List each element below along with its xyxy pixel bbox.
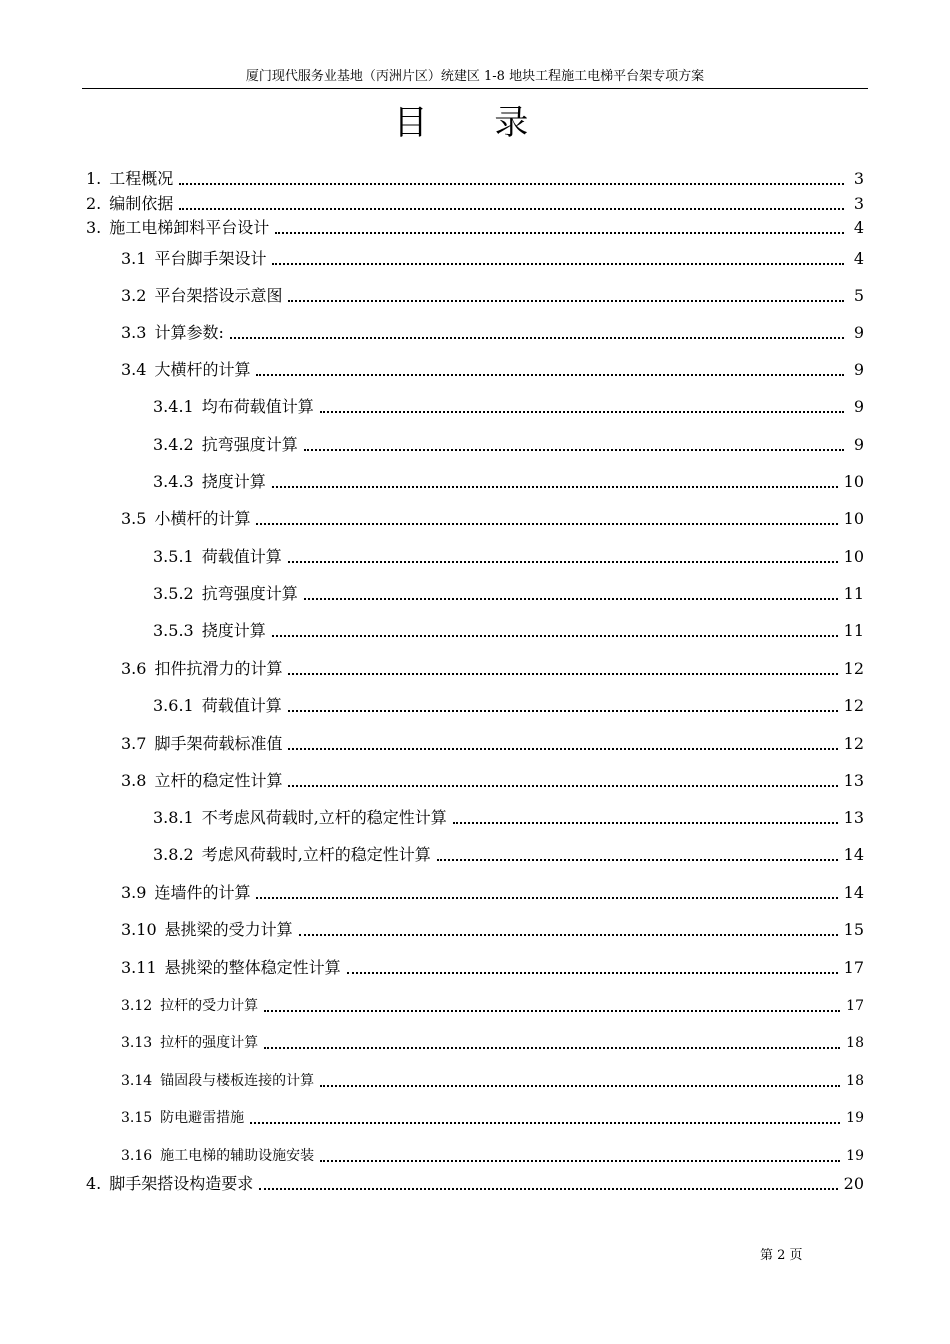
- toc-entry-page: 3: [853, 169, 864, 188]
- toc-entry[interactable]: [121, 507, 864, 531]
- toc-dot-leader: [320, 411, 844, 413]
- toc-dot-leader: [256, 897, 837, 899]
- toc-entry-number: 3.: [86, 218, 102, 237]
- toc-dot-leader: [453, 822, 838, 824]
- toc-entry-title: 平台架搭设示意图: [154, 286, 283, 305]
- toc-entry[interactable]: [153, 619, 864, 643]
- toc-entry-title: 不考虑风荷载时,立杆的稳定性计算: [201, 808, 447, 827]
- toc-entry-page: 12: [843, 659, 864, 678]
- toc-dot-leader: [320, 1085, 840, 1087]
- toc-entry-title: 均布荷载值计算: [201, 397, 314, 416]
- toc-entry[interactable]: [121, 956, 864, 980]
- toc-entry-number: 3.4.3: [153, 472, 194, 491]
- toc-entry[interactable]: [121, 1144, 864, 1168]
- toc-dot-leader: [288, 300, 844, 302]
- toc-entry-number: 3.8.2: [153, 845, 194, 864]
- toc-dot-leader: [179, 208, 844, 210]
- toc-entry-number: 3.13: [121, 1035, 153, 1051]
- toc-entry[interactable]: [121, 881, 864, 905]
- toc-entry-page: 4: [853, 218, 864, 237]
- toc-entry-title: 拉杆的受力计算: [160, 998, 259, 1014]
- toc-entry[interactable]: [121, 1069, 864, 1093]
- toc-entry-title: 荷载值计算: [201, 547, 282, 566]
- toc-dot-leader: [304, 449, 844, 451]
- toc-dot-leader: [288, 561, 838, 563]
- toc-entry-page: 10: [843, 509, 864, 528]
- toc-dot-leader: [256, 374, 844, 376]
- toc-entry[interactable]: [121, 284, 864, 308]
- toc-entry-page: 10: [843, 547, 864, 566]
- toc-dot-leader: [179, 183, 844, 185]
- toc-entry-number: 3.4.2: [153, 435, 194, 454]
- toc-entry-number: 3.5.1: [153, 547, 194, 566]
- toc-entry-page: 11: [843, 621, 864, 640]
- toc-entry-number: 3.10: [121, 920, 157, 939]
- toc-dot-leader: [288, 748, 837, 750]
- toc-entry[interactable]: [153, 806, 864, 830]
- toc-dot-leader: [437, 859, 838, 861]
- toc-entry-number: 3.4.1: [153, 397, 194, 416]
- toc-dot-leader: [264, 1047, 840, 1049]
- toc-entry[interactable]: [121, 247, 864, 271]
- toc-entry-title: 挠度计算: [201, 472, 266, 491]
- toc-dot-leader: [259, 1188, 837, 1190]
- toc-entry[interactable]: [86, 192, 864, 216]
- toc-entry-title: 脚手架搭设构造要求: [109, 1174, 254, 1193]
- toc-entry-number: 3.6: [121, 659, 147, 678]
- page-title: 目 录: [393, 103, 557, 143]
- toc-entry-title: 拉杆的强度计算: [160, 1035, 259, 1051]
- toc-entry[interactable]: [121, 1031, 864, 1055]
- page-number: 第 2 页: [760, 1248, 803, 1263]
- page-header: [82, 66, 868, 89]
- toc-entry-page: 14: [843, 845, 864, 864]
- toc-entry-page: 9: [853, 323, 864, 342]
- toc-entry-number: 3.8: [121, 771, 147, 790]
- toc-entry-title: 编制依据: [109, 194, 174, 213]
- toc-entry[interactable]: [153, 582, 864, 606]
- toc-entry-title: 防电避雷措施: [160, 1110, 245, 1126]
- toc-entry-number: 3.1: [121, 249, 147, 268]
- toc-entry-title: 施工电梯的辅助设施安装: [160, 1148, 315, 1164]
- toc-entry-page: 11: [843, 584, 864, 603]
- toc-dot-leader: [250, 1122, 840, 1124]
- toc-entry-number: 3.3: [121, 323, 147, 342]
- toc-entry[interactable]: [121, 918, 864, 942]
- toc-entry-number: 3.15: [121, 1110, 153, 1126]
- toc-entry-number: 4.: [86, 1174, 102, 1193]
- toc-entry[interactable]: [86, 167, 864, 191]
- toc-entry-page: 9: [853, 397, 864, 416]
- toc-entry-number: 3.7: [121, 734, 147, 753]
- toc-dot-leader: [272, 486, 838, 488]
- toc-dot-leader: [288, 673, 837, 675]
- toc-dot-leader: [320, 1160, 840, 1162]
- toc-entry-title: 考虑风荷载时,立杆的稳定性计算: [201, 845, 431, 864]
- toc-dot-leader: [275, 232, 844, 234]
- toc-entry-page: 14: [843, 883, 864, 902]
- toc-entry[interactable]: [121, 1106, 864, 1130]
- toc-entry[interactable]: [153, 470, 864, 494]
- toc-entry-page: 19: [846, 1110, 864, 1126]
- toc-entry-number: 3.5: [121, 509, 147, 528]
- toc-entry-number: 1.: [86, 169, 102, 188]
- toc-dot-leader: [288, 710, 838, 712]
- toc-entry[interactable]: [86, 216, 864, 240]
- toc-entry-title: 立杆的稳定性计算: [154, 771, 283, 790]
- toc-entry-number: 3.12: [121, 998, 153, 1014]
- toc-entry[interactable]: [86, 1172, 864, 1196]
- toc-entry-page: 18: [846, 1073, 864, 1089]
- toc-entry-page: 15: [843, 920, 864, 939]
- toc-dot-leader: [230, 337, 844, 339]
- toc-entry[interactable]: [121, 358, 864, 382]
- toc-entry[interactable]: [121, 994, 864, 1018]
- toc-entry-number: 3.14: [121, 1073, 153, 1089]
- toc-entry-page: 5: [853, 286, 864, 305]
- toc-entry-title: 施工电梯卸料平台设计: [109, 218, 270, 237]
- toc-dot-leader: [264, 1010, 840, 1012]
- toc-entry[interactable]: [121, 769, 864, 793]
- toc-entry[interactable]: [121, 732, 864, 756]
- toc-entry[interactable]: [153, 395, 864, 419]
- toc-dot-leader: [304, 598, 838, 600]
- toc-entry-page: 4: [853, 249, 864, 268]
- toc-dot-leader: [256, 523, 837, 525]
- toc-entry-title: 荷载值计算: [201, 696, 282, 715]
- toc-entry-number: 3.5.2: [153, 584, 194, 603]
- toc-entry[interactable]: [153, 694, 864, 718]
- toc-entry-title: 大横杆的计算: [154, 360, 251, 379]
- toc-entry-title: 锚固段与楼板连接的计算: [160, 1073, 315, 1089]
- toc-entry-title: 连墙件的计算: [154, 883, 251, 902]
- toc-entry[interactable]: [153, 433, 864, 457]
- toc-entry-title: 工程概况: [109, 169, 174, 188]
- toc-entry-title: 抗弯强度计算: [201, 435, 298, 454]
- toc-entry-page: 17: [846, 998, 864, 1014]
- toc-entry-number: 3.16: [121, 1148, 153, 1164]
- toc-entry-title: 脚手架荷载标准值: [154, 734, 283, 753]
- toc-entry-number: 2.: [86, 194, 102, 213]
- toc-entry-number: 3.4: [121, 360, 147, 379]
- toc-entry-title: 悬挑梁的整体稳定性计算: [164, 958, 341, 977]
- toc-entry[interactable]: [153, 843, 864, 867]
- toc-entry-title: 平台脚手架设计: [154, 249, 267, 268]
- toc-entry[interactable]: [121, 657, 864, 681]
- toc-entry-page: 13: [843, 771, 864, 790]
- toc-dot-leader: [272, 263, 844, 265]
- toc-entry-page: 9: [853, 360, 864, 379]
- toc-dot-leader: [288, 785, 837, 787]
- toc-entry-number: 3.9: [121, 883, 147, 902]
- toc-entry-number: 3.5.3: [153, 621, 194, 640]
- toc-entry-number: 3.2: [121, 286, 147, 305]
- toc-dot-leader: [272, 635, 838, 637]
- toc-entry-page: 10: [843, 472, 864, 491]
- toc-entry-page: 13: [843, 808, 864, 827]
- toc-dot-leader: [299, 934, 838, 936]
- toc-entry-page: 17: [843, 958, 864, 977]
- toc-entry-title: 小横杆的计算: [154, 509, 251, 528]
- toc-entry-title: 扣件抗滑力的计算: [154, 659, 283, 678]
- toc-entry-page: 19: [846, 1148, 864, 1164]
- header-text: 厦门现代服务业基地（丙洲片区）统建区 1-8 地块工程施工电梯平台架专项方案: [245, 69, 705, 84]
- toc-entry-page: 20: [843, 1174, 864, 1193]
- toc-entry-number: 3.11: [121, 958, 157, 977]
- toc-entry-page: 18: [846, 1035, 864, 1051]
- toc-entry[interactable]: [121, 321, 864, 345]
- toc-entry-page: 3: [853, 194, 864, 213]
- toc-entry-title: 抗弯强度计算: [201, 584, 298, 603]
- toc-entry-page: 12: [843, 734, 864, 753]
- toc-entry-page: 12: [843, 696, 864, 715]
- toc-entry[interactable]: [153, 545, 864, 569]
- toc-entry-page: 9: [853, 435, 864, 454]
- toc-entry-title: 计算参数:: [154, 323, 224, 342]
- toc-entry-title: 悬挑梁的受力计算: [164, 920, 293, 939]
- toc-entry-number: 3.8.1: [153, 808, 194, 827]
- toc-entry-title: 挠度计算: [201, 621, 266, 640]
- toc-dot-leader: [347, 972, 838, 974]
- toc-entry-number: 3.6.1: [153, 696, 194, 715]
